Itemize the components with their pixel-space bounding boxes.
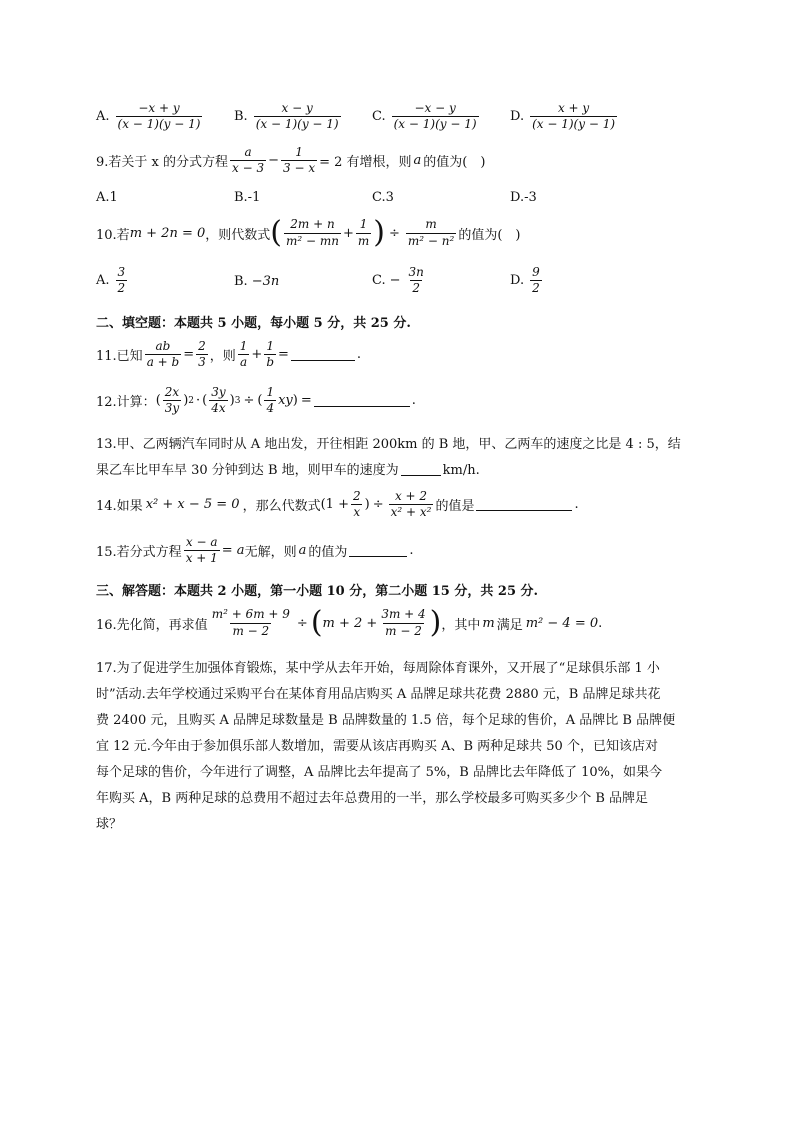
q10-option-c: C. − $\frac{3n}{2}$ [372, 265, 424, 296]
q9-option-b: B.-1 [234, 190, 261, 205]
fraction: $\frac{x + y}{(x - 1)(y - 1)}$ [532, 101, 616, 132]
answer-blank[interactable] [401, 463, 441, 476]
q9-option-d: D.-3 [510, 190, 537, 205]
answer-blank[interactable] [314, 394, 410, 407]
question-17: 17.为了促进学生加强体育锻炼，某中学从去年开始，每周除体育课外，又开展了“足球俱乐部 1 小 时”活动.去年学校通过采购平台在某体育用品店购买 A 品牌足球共花费 2880 元，B 品牌足球共花 费 2400 元，且购买 A 品牌足球数量是 B 品牌数量的 1.5 倍，每个足球的售价，A 品牌比 B 品牌便 宜 12 元.今年由于参加俱乐部人数增加，需要从该店再购买 A、B 两种足球共 50 个，已知该店对 每个足球的售价，今年进行了调整，A 品牌比去年提高了 5%，B 品牌比去年降低了 10%，如果今 年购买 A，B 两种足球的总费用不超过去年总费用的一半，那么学校最多可购买多少个 B 品牌足 球？ [96, 661, 676, 832]
q10-option-a: A. $\frac{3}{2}$ [96, 265, 126, 296]
q8-option-b: B. $\frac{x - y}{(x - 1)(y - 1)}$ [234, 101, 339, 132]
answer-blank[interactable] [291, 348, 355, 361]
question-9: 9.若关于 x 的分式方程 $\frac{a}{x - 3}$ − $\frac{1}{3 - x}$ = 2 有增根，则 a 的值为( ) [96, 145, 486, 176]
q9-option-a: A.1 [96, 190, 118, 205]
q10-option-d: D. $\frac{9}{2}$ [510, 265, 540, 296]
q8-option-c: C. $\frac{-x - y}{(x - 1)(y - 1)}$ [372, 101, 477, 132]
question-14: 14.如果 x² + x − 5 = 0 ，那么代数式 (1 + $\frac{2}{x}$ ) ÷ $\frac{x + 2}{\text{x² + x²}}$ 的值是 . [96, 489, 579, 520]
question-16: 16.先化简，再求值 $\frac{\text{m² + 6m + 9}}{m - 2}$ ÷ ( m + 2 + $\frac{3m + 4}{m - 2}$ ) ，其中 m 满足 m² − 4 = 0 . [96, 605, 603, 640]
question-15: 15.若分式方程 $\frac{x - a}{x + 1}$ = a 无解，则 a 的值为 . [96, 535, 414, 566]
question-10: 10.若 m + 2n = 0 ，则代数式 ( $\frac{2m + n}{\text{m² − mn}}$ + $\frac{1}{m}$ ) ÷ $\frac{m}{\text{m² − n²}}$ 的值为( ) [96, 215, 521, 250]
answer-blank[interactable] [349, 544, 407, 557]
answer-blank[interactable] [476, 498, 572, 511]
q8-option-d: D. $\frac{x + y}{(x - 1)(y - 1)}$ [510, 101, 616, 132]
question-11: 11.已知 $\frac{ab}{a + b}$ = $\frac{2}{3}$ ，则 $\frac{1}{a}$ + $\frac{1}{b}$ = . [96, 339, 362, 370]
section-3-heading: 三、解答题：本题共 2 小题，第一小题 10 分，第二小题 15 分，共 25 分. [96, 584, 539, 599]
fraction: $\frac{-x - y}{(x - 1)(y - 1)}$ [393, 101, 477, 132]
question-12: 12.计算： ( $\frac{2x}{3y}$ ) 2 · ( $\frac{3y}{4x}$ ) 3 ÷ ( $\frac{1}{4}$ xy ) = . [96, 385, 416, 416]
q10-option-b: B. −3n [234, 274, 280, 289]
q9-option-c: C.3 [372, 190, 394, 205]
fraction: $\frac{-x + y}{(x - 1)(y - 1)}$ [117, 101, 201, 132]
q8-option-a: A. $\frac{-x + y}{(x - 1)(y - 1)}$ [96, 101, 201, 132]
fraction: $\frac{x - y}{(x - 1)(y - 1)}$ [255, 101, 339, 132]
question-13: 13.甲、乙两辆汽车同时从 A 地出发，开往相距 200km 的 B 地，甲、乙两车的速度之比是 4 : 5，结 果乙车比甲车早 30 分钟到达 B 地，则甲车的速度为 km/h. [96, 437, 681, 478]
section-2-heading: 二、填空题：本题共 5 小题，每小题 5 分，共 25 分. [96, 316, 411, 331]
